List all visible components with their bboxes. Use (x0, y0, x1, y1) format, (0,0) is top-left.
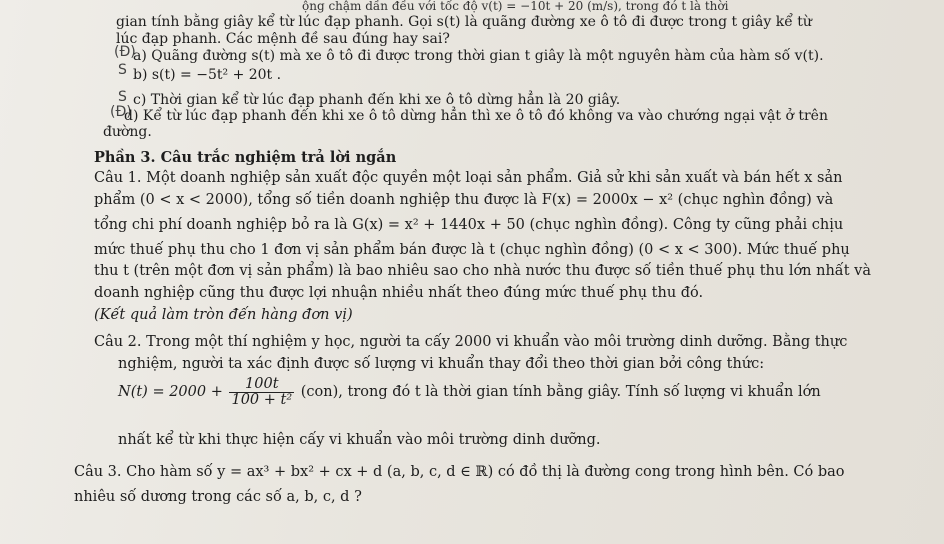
q1-line-4: mức thuế phụ thu cho 1 đơn vị sản phẩm bán được là t (chục nghìn đồng) (0 < x < 300). Mức thuế phụ (94, 242, 850, 258)
q2-line-4: nhất kể từ khi thực hiện cấy vi khuẩn vào môi trường dinh dưỡng. (118, 432, 601, 448)
q1-line-2: phẩm (0 < x < 2000), tổng số tiền doanh nghiệp thu được là F(x) = 2000x − x² (chục nghìn đồng) và (94, 192, 834, 208)
statement-a: a) Quãng đường s(t) mà xe ô tô đi được trong thời gian t giây là một nguyên hàm của hàm số v(t). (133, 48, 824, 64)
formula-fraction (229, 377, 294, 407)
margin-mark-false-c: S (118, 89, 127, 105)
margin-mark-true-a: (Đ) (114, 44, 136, 60)
formula-denominator: 100 + t² (231, 391, 293, 408)
q1-line-3: tổng chi phí doanh nghiệp bỏ ra là G(x) = x² + 1440x + 50 (chục nghìn đồng). Công ty cũng phải chịu (94, 217, 844, 233)
statement-d: d) Kể từ lúc đạp phanh đến khi xe ô tô dừng hẳn thì xe ô tô đó không va vào chướng ngại vật ở trên (124, 108, 828, 124)
q2-formula-text: (con), trong đó t là thời gian tính bằng giây. Tính số lượng vi khuẩn lớn (300, 384, 821, 400)
text-line-1: gian tính bằng giây kể từ lúc đạp phanh. Gọi s(t) là quãng đường xe ô tô đi được trong t giây kể từ (116, 14, 812, 30)
q1-line-1: Câu 1. Một doanh nghiệp sản xuất độc quyền một loại sản phẩm. Giả sử khi sản xuất và bán hết x sản (94, 170, 843, 186)
q2-line-1: Câu 2. Trong một thí nghiệm y học, người ta cấy 2000 vi khuẩn vào môi trường dinh dưỡng. Bằng thực (94, 334, 848, 350)
statement-d-cont: đường. (103, 124, 152, 140)
section-title: Phần 3. Câu trắc nghiệm trả lời ngắn (94, 149, 397, 166)
statement-b: b) s(t) = −5t² + 20t . (133, 67, 282, 83)
q2-line-2: nghiệm, người ta xác định được số lượng vi khuẩn thay đổi theo thời gian bởi công thức: (118, 356, 765, 372)
q2-formula-line (118, 377, 821, 407)
text-line-2: lúc đạp phanh. Các mệnh đề sau đúng hay sai? (116, 31, 450, 47)
text-line-0: ộng chậm dần đều với tốc độ v(t) = −10t + 20 (m/s), trong đó t là thời (302, 0, 729, 13)
margin-mark-true-d: (Đ) (110, 104, 132, 120)
q3-line-2: nhiêu số dương trong các số a, b, c, d ? (74, 489, 362, 505)
q1-line-5: thu t (trên một đơn vị sản phẩm) là bao nhiêu sao cho nhà nước thu được số tiền thuế phụ thu lớn nhất và (94, 263, 871, 279)
q3-line-1: Câu 3. Cho hàm số y = ax³ + bx² + cx + d (a, b, c, d ∈ ℝ) có đồ thị là đường cong trong hình bên. Có bao (74, 464, 845, 480)
statement-c: c) Thời gian kể từ lúc đạp phanh đến khi xe ô tô dừng hẳn là 20 giây. (133, 92, 621, 108)
margin-mark-false-b: S (118, 62, 127, 78)
formula-lhs: N(t) = 2000 + (118, 384, 223, 400)
formula-numerator: 100t (229, 377, 294, 393)
q1-line-6: doanh nghiệp cũng thu được lợi nhuận nhiều nhất theo đúng mức thuế phụ thu đó. (94, 285, 704, 301)
q1-rounding-note: (Kết quả làm tròn đến hàng đơn vị) (94, 307, 353, 323)
